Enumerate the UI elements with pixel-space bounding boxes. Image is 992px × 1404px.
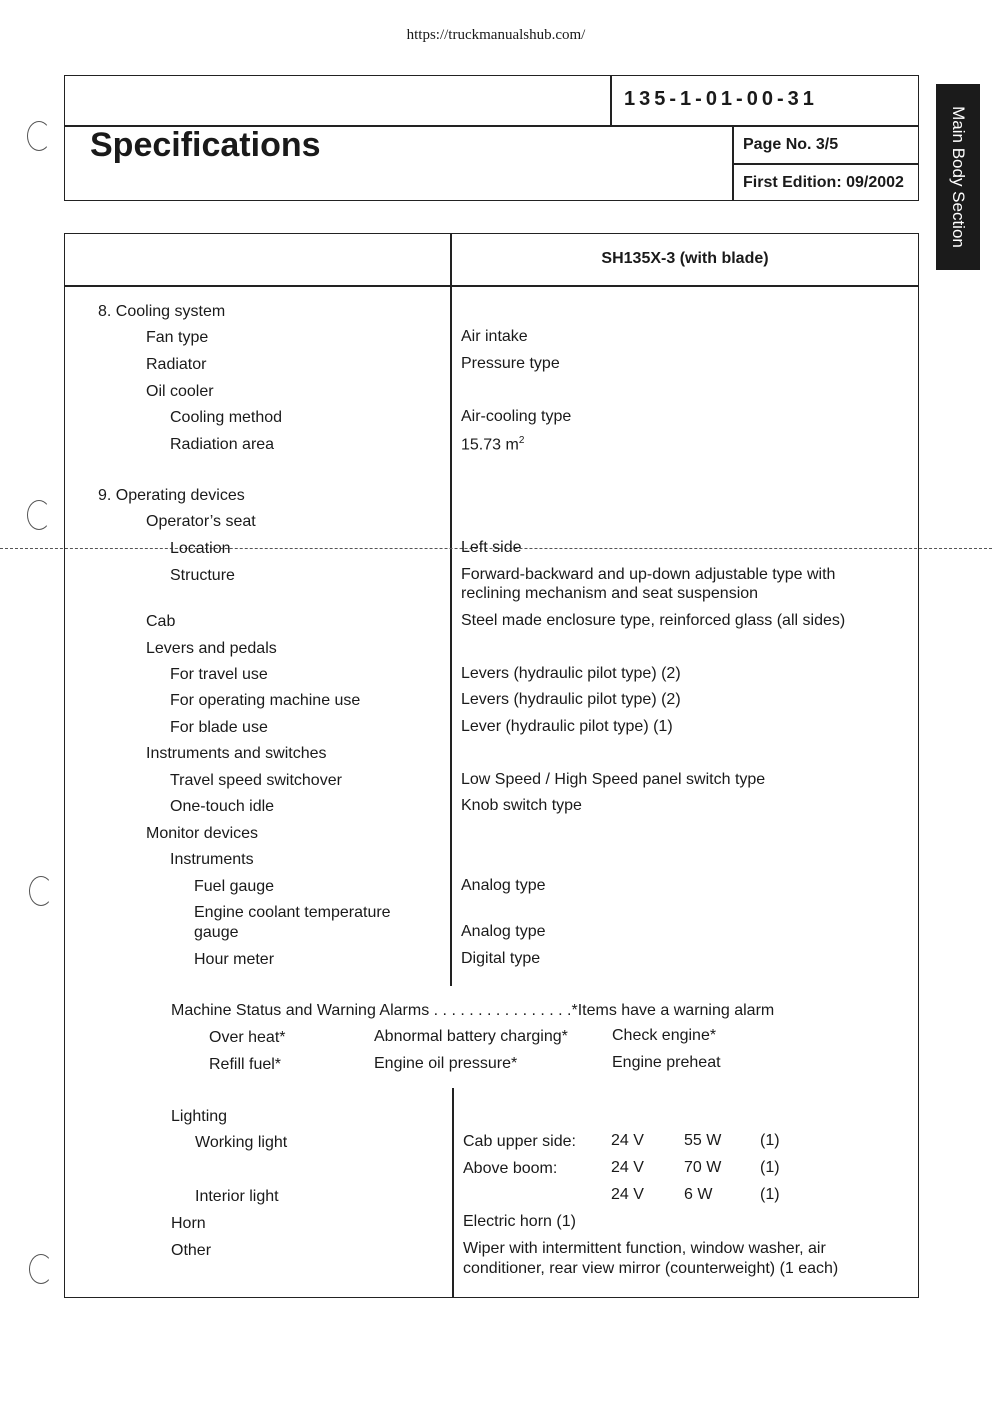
alarm-item: Engine preheat bbox=[612, 1054, 721, 1071]
light-location: Cab upper side: bbox=[463, 1133, 576, 1150]
spec-label: Monitor devices bbox=[146, 825, 259, 842]
light-wattage: 70 W bbox=[684, 1159, 722, 1176]
light-wattage: 55 W bbox=[684, 1132, 722, 1149]
light-wattage: 6 W bbox=[684, 1186, 713, 1203]
edition-date: First Edition: 09/2002 bbox=[743, 174, 904, 191]
section-heading: 8. Cooling system bbox=[98, 303, 226, 320]
alarms-note: *Items have a warning alarm bbox=[571, 1002, 775, 1019]
section-tab-label: Main Body Section bbox=[949, 106, 968, 248]
dot-leader: . . . . . . . . . . . . . . . . bbox=[433, 1002, 572, 1019]
column-divider bbox=[450, 233, 452, 986]
spec-label: Lighting bbox=[171, 1108, 228, 1125]
spec-value: Pressure type bbox=[461, 355, 560, 372]
spec-label: Operator’s seat bbox=[146, 513, 256, 530]
page-number: Page No. 3/5 bbox=[743, 136, 839, 153]
spec-label: Cooling method bbox=[170, 409, 283, 426]
spec-label: Hour meter bbox=[194, 951, 275, 968]
spec-value: Analog type bbox=[461, 877, 546, 894]
spec-label: Oil cooler bbox=[146, 383, 214, 400]
spec-value: Knob switch type bbox=[461, 797, 582, 814]
spec-label: Levers and pedals bbox=[146, 640, 277, 657]
light-voltage: 24 V bbox=[611, 1159, 644, 1176]
spec-value: Low Speed / High Speed panel switch type bbox=[461, 771, 766, 788]
source-url[interactable]: https://truckmanualshub.com/ bbox=[406, 27, 586, 43]
light-location: Above boom: bbox=[463, 1160, 558, 1177]
spec-label: Horn bbox=[171, 1215, 206, 1232]
spec-value: Left side bbox=[461, 539, 522, 556]
light-quantity: (1) bbox=[760, 1159, 780, 1176]
spec-value: Air-cooling type bbox=[461, 408, 572, 425]
spec-label: Location bbox=[170, 540, 231, 557]
spec-label: Working light bbox=[195, 1134, 288, 1151]
spec-value: Levers (hydraulic pilot type) (2) bbox=[461, 691, 681, 708]
spec-value: conditioner, rear view mirror (counterweight) (1 each) bbox=[463, 1260, 839, 1277]
punch-hole bbox=[27, 500, 51, 530]
table-header-divider bbox=[64, 285, 919, 287]
spec-label: Fuel gauge bbox=[194, 878, 275, 895]
spec-label: Engine coolant temperature bbox=[194, 904, 391, 921]
spec-value: Electric horn (1) bbox=[463, 1213, 576, 1230]
light-quantity: (1) bbox=[760, 1186, 780, 1203]
page-title: Specifications bbox=[90, 126, 321, 164]
spec-label: Instruments bbox=[170, 851, 254, 868]
spec-label: Interior light bbox=[195, 1188, 279, 1205]
section-tab bbox=[936, 84, 980, 270]
spec-label: Cab bbox=[146, 613, 176, 630]
spec-label: For blade use bbox=[170, 719, 268, 736]
alarm-item: Check engine* bbox=[612, 1027, 717, 1044]
light-quantity: (1) bbox=[760, 1132, 780, 1149]
punch-hole bbox=[29, 1254, 53, 1284]
spec-label: For operating machine use bbox=[170, 692, 361, 709]
spec-value: Steel made enclosure type, reinforced glass (all sides) bbox=[461, 612, 846, 629]
alarm-item: Abnormal battery charging* bbox=[374, 1028, 568, 1045]
spec-value: Analog type bbox=[461, 923, 546, 940]
unit-superscript: 2 bbox=[518, 435, 525, 446]
spec-value: Wiper with intermittent function, window washer, air bbox=[463, 1240, 826, 1257]
spec-value: Digital type bbox=[461, 950, 541, 967]
spec-label: Other bbox=[171, 1242, 212, 1259]
spec-value: Forward-backward and up-down adjustable type with bbox=[461, 566, 836, 583]
spec-value bbox=[461, 435, 524, 454]
radiation-area-value: 15.73 m bbox=[461, 436, 519, 454]
model-heading: SH135X-3 (with blade) bbox=[601, 250, 769, 267]
document-number: 135-1-01-00-31 bbox=[624, 88, 818, 110]
light-voltage: 24 V bbox=[611, 1186, 644, 1203]
spec-label: Structure bbox=[170, 567, 235, 584]
alarms-heading bbox=[171, 1002, 774, 1020]
column-divider bbox=[452, 1088, 454, 1298]
spec-label: One-touch idle bbox=[170, 798, 275, 815]
spec-label: Radiator bbox=[146, 356, 207, 373]
alarm-item: Refill fuel* bbox=[209, 1056, 282, 1073]
spec-label: Instruments and switches bbox=[146, 745, 327, 762]
spec-label: Travel speed switchover bbox=[170, 772, 342, 789]
alarm-item: Over heat* bbox=[209, 1029, 286, 1046]
spec-value: Lever (hydraulic pilot type) (1) bbox=[461, 718, 673, 735]
spec-label: Radiation area bbox=[170, 436, 275, 453]
alarm-item: Engine oil pressure* bbox=[374, 1055, 518, 1072]
header-divider bbox=[732, 163, 919, 165]
spec-label: For travel use bbox=[170, 666, 268, 683]
punch-hole bbox=[27, 121, 51, 151]
punch-hole bbox=[29, 876, 53, 906]
spec-label: gauge bbox=[194, 924, 239, 941]
section-heading: 9. Operating devices bbox=[98, 487, 245, 504]
spec-label: Fan type bbox=[146, 329, 209, 346]
spec-value: Air intake bbox=[461, 328, 528, 345]
alarms-label: Machine Status and Warning Alarms bbox=[171, 1002, 430, 1019]
spec-value: Levers (hydraulic pilot type) (2) bbox=[461, 665, 681, 682]
header-divider bbox=[610, 75, 612, 125]
spec-value: reclining mechanism and seat suspension bbox=[461, 585, 759, 602]
light-voltage: 24 V bbox=[611, 1132, 644, 1149]
